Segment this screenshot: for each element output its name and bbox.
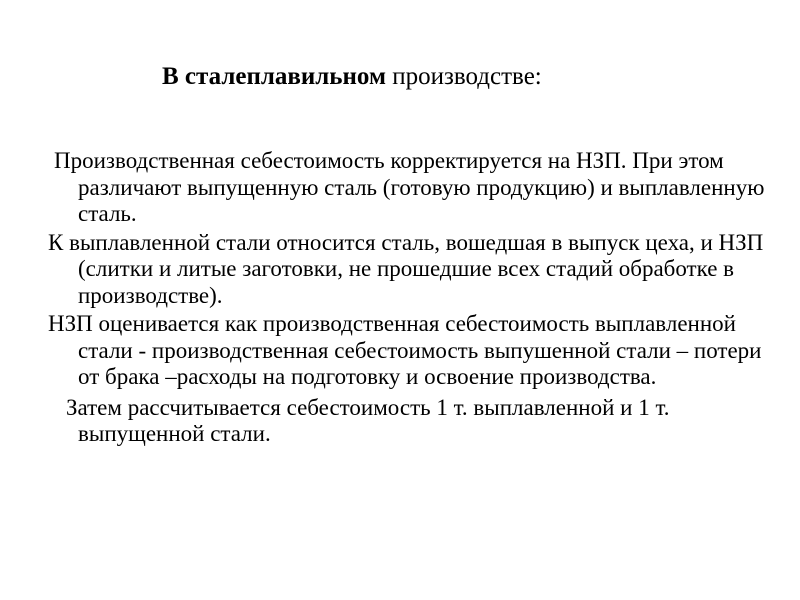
paragraph-cost-per-ton: Затем рассчитывается себестоимость 1 т. выплавленной и 1 т. выпущенной стали. <box>66 394 670 446</box>
slide-title-rest: производстве: <box>386 63 542 90</box>
paragraph-production-cost: Производственная себестоимость корректируется на НЗП. При этом различают выпущенную сталь (готовую продукцию) и выплавленную сталь. <box>54 148 765 226</box>
paragraph-smelted-steel: К выплавленной стали относится сталь, вошедшая в выпуск цеха, и НЗП (слитки и литые заготовки, не прошедшие всех стадий обработке в производстве). <box>48 229 764 308</box>
slide-title-bold: В сталеплавильном <box>162 63 386 90</box>
slide-title <box>162 62 542 92</box>
slide-body <box>48 148 768 450</box>
paragraph-wip-valuation: НЗП оценивается как производственная себестоимость выплавленной стали - производственная себестоимость выпушенной стали – потери от брака –расходы на подготовку и освоение производства. <box>48 311 762 389</box>
